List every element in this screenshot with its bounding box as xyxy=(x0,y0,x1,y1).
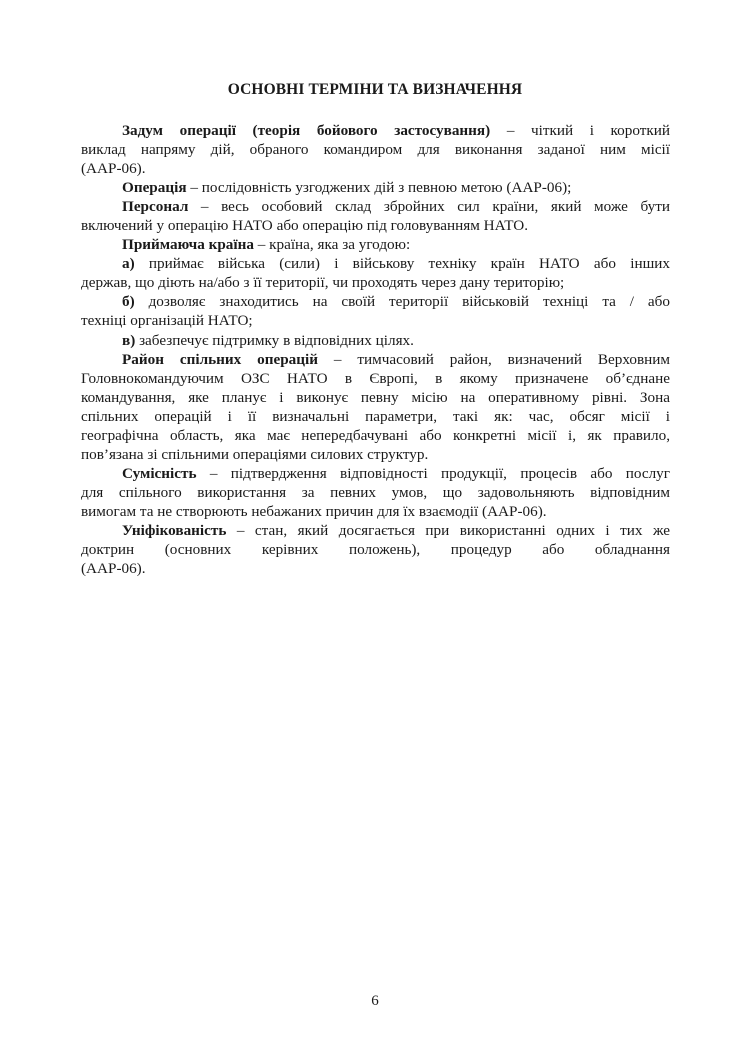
text-line xyxy=(122,331,670,350)
definition-text: приймає війська (сили) і військову техніку країн НАТО або інших xyxy=(134,255,670,273)
term-label: Операція xyxy=(122,179,187,197)
list-item-b xyxy=(81,292,670,330)
text-line xyxy=(122,521,670,540)
text-line: виклад напряму дій, обраного командиром для виконання заданої ним місії xyxy=(81,141,670,159)
term-label: Приймаюча країна xyxy=(122,236,254,254)
list-marker: б) xyxy=(122,293,135,311)
definition-personnel xyxy=(81,197,670,235)
text-line: Головнокомандуючим ОЗС НАТО в Європі, в якому призначене об’єднане xyxy=(81,369,670,387)
text-line xyxy=(122,178,670,197)
text-line xyxy=(122,235,670,254)
text-line xyxy=(122,464,670,483)
definition-interoperability xyxy=(81,464,670,521)
definition-operation xyxy=(122,178,670,197)
term-label: Задум операції (теорія бойового застосування) xyxy=(122,122,491,139)
text-line: спільних операцій і її визначальні параметри, такі як: час, обсяг місії і xyxy=(81,407,670,425)
text-line: пов’язана зі спільними операціями силових структур. xyxy=(81,445,429,463)
definition-concept-of-operations xyxy=(81,121,670,178)
definition-text: – послідовність узгоджених дій з певною метою (AAP-06); xyxy=(186,179,572,197)
text-line: географічна область, яка має непередбачувані або конкретні місії і, як правило, xyxy=(81,426,670,444)
definition-text: – стан, який досягається при використанні одних і тих же xyxy=(226,521,670,539)
list-marker: в) xyxy=(122,331,136,349)
term-label: Уніфікованість xyxy=(122,521,227,539)
text-line: для спільного використання за певних умов, що задовольняють відповідним xyxy=(81,483,670,501)
definition-host-nation xyxy=(122,235,670,254)
text-line xyxy=(122,350,670,369)
list-item-a xyxy=(81,254,670,292)
list-item-c xyxy=(122,331,670,350)
definition-text: забезпечує підтримку в відповідних цілях. xyxy=(135,331,414,349)
term-label: Район спільних операцій xyxy=(122,350,318,368)
text-line xyxy=(122,197,670,216)
text-line: включений у операцію НАТО або операцію під головуванням НАТО. xyxy=(81,217,529,235)
term-label: Персонал xyxy=(122,198,189,216)
text-line xyxy=(122,254,670,273)
text-line: (AAP-06). xyxy=(81,160,146,178)
definition-text: – країна, яка за угодою: xyxy=(253,236,411,254)
page-title: ОСНОВНІ ТЕРМІНИ ТА ВИЗНАЧЕННЯ xyxy=(227,81,523,98)
text-line xyxy=(122,292,670,311)
definition-text: – чіткий і короткий xyxy=(490,122,670,139)
document-body xyxy=(81,121,671,578)
page-number: 6 xyxy=(371,993,379,1009)
text-line: командування, яке планує і виконує певну місію на оперативному рівні. Зона xyxy=(81,388,670,406)
definition-joint-operations-area xyxy=(81,350,671,464)
text-line xyxy=(122,121,670,140)
definition-text: дозволяє знаходитись на своїй території військовій техніці та / або xyxy=(134,293,670,311)
text-line: вимогам та не створюють небажаних причин для їх взаємодії (AAP-06). xyxy=(81,502,547,520)
definition-standardization xyxy=(81,521,670,578)
term-label: Сумісність xyxy=(122,464,197,482)
text-line: (AAP-06). xyxy=(81,560,146,578)
definition-text: – весь особовий склад збройних сил країни, який може бути xyxy=(188,198,670,216)
definition-text: – тимчасовий район, визначений Верховним xyxy=(317,350,671,368)
list-marker: а) xyxy=(122,255,135,273)
text-line: доктрин (основних керівних положень), процедур або обладнання xyxy=(81,541,670,559)
definition-text: – підтвердження відповідності продукції, процесів або послуг xyxy=(196,464,670,482)
text-line: техніці організацій НАТО; xyxy=(81,312,253,330)
text-line: держав, що діють на/або з її території, чи проходять через дану територію; xyxy=(81,274,565,292)
